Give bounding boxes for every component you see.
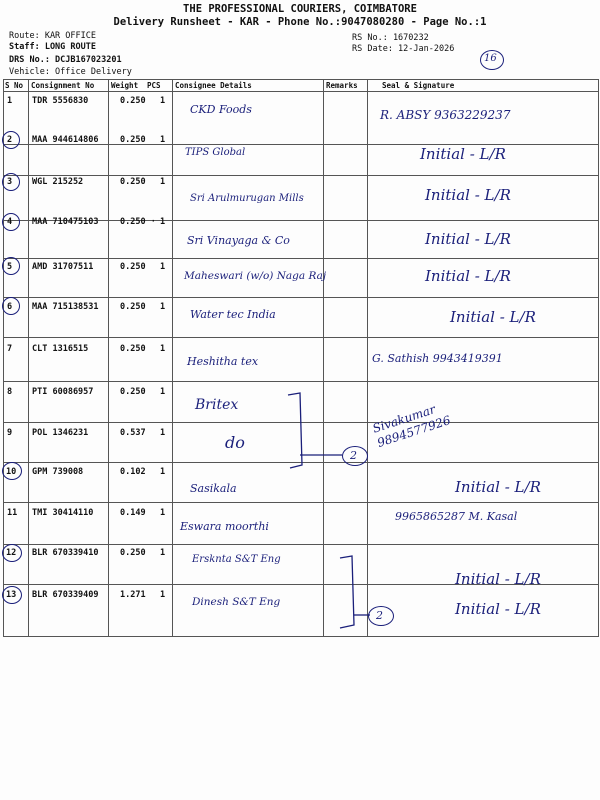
row-signature: G. Sathish 9943419391 — [372, 352, 503, 365]
row-signature: Initial - L/R — [420, 145, 506, 163]
row-consignee: Britex — [195, 397, 239, 413]
row-pcs: 1 — [160, 177, 166, 187]
group-count-12-13: 2 — [376, 609, 383, 622]
row-consignee: Sri Arulmurugan Mills — [190, 193, 304, 204]
company-title: THE PROFESSIONAL COURIERS, COIMBATORE — [183, 3, 417, 15]
row-consignee: Dinesh S&T Eng — [192, 596, 281, 608]
row-signature: Initial - L/R — [425, 267, 511, 285]
row-sno: 4 — [7, 217, 13, 227]
row-consignment: GPM 739008 — [32, 467, 84, 477]
row-pcs: 1 — [160, 548, 166, 558]
row-sno: 5 — [7, 262, 13, 272]
row-consignee: Heshitha tex — [187, 355, 259, 368]
row-weight: 0.250 — [120, 135, 146, 145]
row-consignment: POL 1346231 — [32, 428, 89, 438]
row-sno: 1 — [7, 96, 13, 106]
row-sno: 3 — [7, 177, 13, 187]
row-consignee: Water tec India — [190, 308, 276, 321]
row-consignment: BLR 670339410 — [32, 548, 99, 558]
runsheet-subtitle: Delivery Runsheet - KAR - Phone No.:9047080280 - Page No.:1 — [113, 16, 487, 28]
row-signature: Initial - L/R — [425, 230, 511, 248]
row-consignment: MAA 944614806 — [32, 135, 99, 145]
row-pcs: 1 — [160, 344, 166, 354]
row-signature: R. ABSY 9363229237 — [380, 108, 511, 122]
row-consignee: Eswara moorthi — [180, 520, 269, 533]
col-weight: Weight — [111, 81, 139, 90]
row-pcs: 1 — [160, 262, 166, 272]
row-pcs: 1 — [160, 135, 166, 145]
row-weight: 0.250 · — [120, 217, 156, 227]
row-sno: 10 — [6, 467, 17, 477]
row-consignment: MAA 710475103 — [32, 217, 99, 227]
row-sno: 6 — [7, 302, 13, 312]
row-consignee: Sasikala — [190, 482, 237, 495]
row-pcs: 1 — [160, 217, 166, 227]
row-signature: Initial - L/R — [455, 478, 541, 496]
row-consignee: Ersknta S&T Eng — [192, 554, 281, 565]
row-weight: 1.271 — [120, 590, 146, 600]
rs-number: RS No.: 1670232 — [352, 33, 429, 43]
row-sno: 8 — [7, 387, 13, 397]
col-remarks: Remarks — [326, 81, 358, 90]
row-consignee: Sri Vinayaga & Co — [187, 234, 290, 247]
row-pcs: 1 — [160, 96, 166, 106]
drs-label: DRS No.: DCJB167023201 — [9, 55, 122, 65]
row-consignee: do — [225, 433, 245, 452]
row-weight: 0.149 — [120, 508, 146, 518]
staff-label: Staff: LONG ROUTE — [9, 42, 96, 52]
row-sno: 9 — [7, 428, 13, 438]
row-signature: Initial - L/R — [455, 600, 541, 618]
row-weight: 0.537 — [120, 428, 146, 438]
row-weight: 0.250 — [120, 96, 146, 106]
row-consignment: TMI 30414110 — [32, 508, 94, 518]
row-pcs: 1 — [160, 387, 166, 397]
col-consignment: Consignment No — [31, 81, 95, 90]
rs-date: RS Date: 12-Jan-2026 — [352, 44, 455, 54]
row-consignment: WGL 215252 — [32, 177, 84, 187]
vehicle-label: Vehicle: Office Delivery — [9, 67, 132, 77]
row-pcs: 1 — [160, 508, 166, 518]
row-consignment: MAA 715138531 — [32, 302, 99, 312]
row-sno: 11 — [7, 508, 18, 518]
row-signature: Sivakumar 9894577926 — [370, 402, 453, 450]
row-consignment: BLR 670339409 — [32, 590, 99, 600]
row-signature: 9965865287 M. Kasal — [395, 510, 518, 523]
row-consignee: TIPS Global — [185, 147, 246, 158]
row-sno: 7 — [7, 344, 13, 354]
col-pcs: PCS — [147, 81, 161, 90]
row-signature: Initial - L/R — [455, 570, 541, 588]
row-sno: 13 — [6, 590, 17, 600]
row-consignment: AMD 31707511 — [32, 262, 94, 272]
col-sno: S No — [5, 81, 24, 90]
row-weight: 0.250 — [120, 177, 146, 187]
row-weight: 0.250 — [120, 387, 146, 397]
row-weight: 0.250 — [120, 548, 146, 558]
row-consignee: CKD Foods — [190, 103, 252, 116]
row-signature: Initial - L/R — [450, 308, 536, 326]
row-pcs: 1 — [160, 428, 166, 438]
row-sno: 12 — [6, 548, 17, 558]
col-seal-signature: Seal & Signature — [382, 81, 455, 90]
row-pcs: 1 — [160, 467, 166, 477]
row-consignment: TDR 5556830 — [32, 96, 89, 106]
row-consignment: PTI 60086957 — [32, 387, 94, 397]
circled-count: 16 — [484, 53, 497, 64]
row-weight: 0.250 — [120, 344, 146, 354]
row-consignment: CLT 1316515 — [32, 344, 89, 354]
row-pcs: 1 — [160, 590, 166, 600]
row-signature: Initial - L/R — [425, 186, 511, 204]
col-consignee: Consignee Details — [175, 81, 252, 90]
row-weight: 0.250 — [120, 302, 146, 312]
row-pcs: 1 — [160, 302, 166, 312]
route-label: Route: KAR OFFICE — [9, 31, 96, 41]
row-sno: 2 — [7, 135, 13, 145]
row-consignee: Maheswari (w/o) Naga Raj — [184, 270, 327, 282]
row-weight: 0.102 — [120, 467, 146, 477]
row-weight: 0.250 — [120, 262, 146, 272]
group-count-8-9: 2 — [350, 449, 357, 462]
